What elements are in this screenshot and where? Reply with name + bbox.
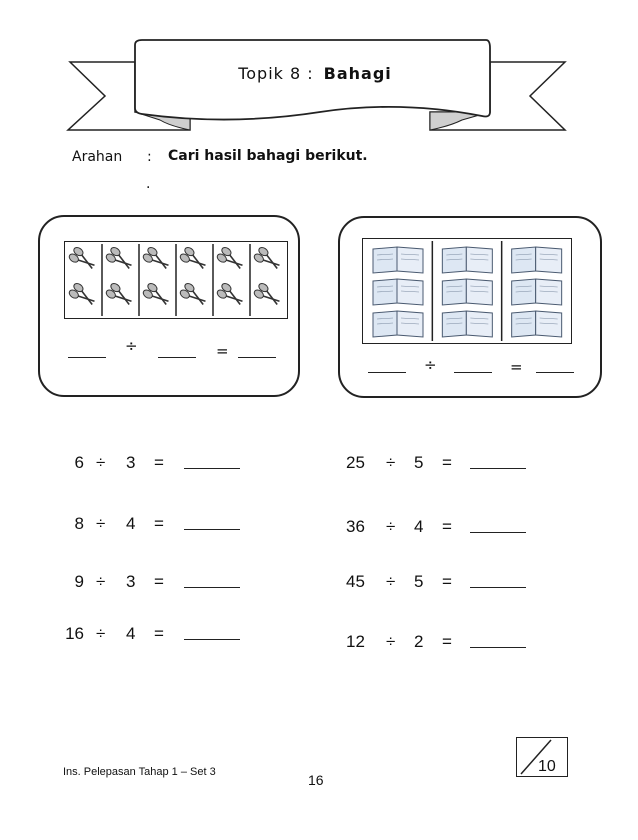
footer-set-label: Ins. Pelepasan Tahap 1 – Set 3 xyxy=(63,766,216,778)
dividend: 8 xyxy=(74,514,84,533)
division-sign: ÷ xyxy=(96,624,106,643)
divisor: 5 xyxy=(414,572,424,591)
scissors-icon xyxy=(253,246,283,273)
equals-sign: = xyxy=(154,572,164,591)
answer-blank[interactable] xyxy=(184,468,240,469)
divisor: 5 xyxy=(414,453,424,472)
divisor: 3 xyxy=(126,572,136,591)
division-sign: ÷ xyxy=(96,453,106,472)
scissors-icon xyxy=(68,282,98,309)
books-picture xyxy=(363,239,571,343)
answer-blank[interactable] xyxy=(470,647,526,648)
score-total: 10 xyxy=(538,758,556,775)
answer-blank[interactable] xyxy=(470,532,526,533)
book-icon xyxy=(512,279,562,305)
dividend: 45 xyxy=(346,572,365,591)
dividend: 36 xyxy=(346,517,365,536)
scissors-icon xyxy=(105,282,135,309)
division-sign: ÷ xyxy=(386,572,396,591)
answer-blank-quotient[interactable] xyxy=(536,372,574,373)
book-icon xyxy=(512,247,562,273)
books-picture-box xyxy=(362,238,572,344)
divisor: 4 xyxy=(126,624,136,643)
divisor: 3 xyxy=(126,453,136,472)
divisor: 4 xyxy=(126,514,136,533)
division-sign: ÷ xyxy=(96,572,106,591)
division-sign: ÷ xyxy=(96,514,106,533)
book-icon xyxy=(442,311,492,337)
division-sign: ÷ xyxy=(386,517,396,536)
book-icon xyxy=(373,279,423,305)
answer-blank-divisor[interactable] xyxy=(454,372,492,373)
division-sign: ÷ xyxy=(125,337,138,355)
page-number: 16 xyxy=(308,772,324,788)
instruction-colon: : xyxy=(147,149,152,165)
scissors-panel xyxy=(38,215,300,397)
scissors-icon xyxy=(179,246,209,273)
books-panel xyxy=(338,216,602,398)
answer-blank-divisor[interactable] xyxy=(158,357,196,358)
dividend: 16 xyxy=(65,624,84,643)
dividend: 9 xyxy=(74,572,84,591)
answer-blank-quotient[interactable] xyxy=(238,357,276,358)
book-icon xyxy=(373,247,423,273)
equals-sign: = xyxy=(154,624,164,643)
answer-blank-dividend[interactable] xyxy=(68,357,106,358)
scissors-icon xyxy=(216,246,246,273)
scissors-icon xyxy=(216,282,246,309)
answer-blank[interactable] xyxy=(470,468,526,469)
equals-sign: = xyxy=(442,572,452,591)
dividend: 12 xyxy=(346,632,365,651)
division-sign: ÷ xyxy=(424,356,437,374)
divisor: 4 xyxy=(414,517,424,536)
scissors-icon xyxy=(253,282,283,309)
book-icon xyxy=(442,247,492,273)
instruction-dot: . xyxy=(146,176,151,192)
answer-blank[interactable] xyxy=(184,587,240,588)
divisor: 2 xyxy=(414,632,424,651)
instruction-text: Cari hasil bahagi berikut. xyxy=(168,148,368,164)
scissors-icon xyxy=(105,246,135,273)
scissors-picture xyxy=(65,242,287,318)
answer-blank[interactable] xyxy=(184,529,240,530)
topic-name: Bahagi xyxy=(323,64,392,83)
book-icon xyxy=(442,279,492,305)
topic-label: Topik 8 : xyxy=(238,64,314,83)
division-sign: ÷ xyxy=(386,632,396,651)
scissors-icon xyxy=(68,246,98,273)
equals-sign: = xyxy=(216,342,229,360)
division-sign: ÷ xyxy=(386,453,396,472)
equals-sign: = xyxy=(442,453,452,472)
answer-blank[interactable] xyxy=(470,587,526,588)
instruction-label: Arahan xyxy=(72,149,123,165)
answer-blank-dividend[interactable] xyxy=(368,372,406,373)
scissors-icon xyxy=(142,246,172,273)
equals-sign: = xyxy=(442,517,452,536)
equals-sign: = xyxy=(154,514,164,533)
equals-sign: = xyxy=(510,358,523,376)
page-title xyxy=(140,64,490,83)
scissors-icon xyxy=(142,282,172,309)
equals-sign: = xyxy=(442,632,452,651)
dividend: 6 xyxy=(74,453,84,472)
scissors-icon xyxy=(179,282,209,309)
dividend: 25 xyxy=(346,453,365,472)
book-icon xyxy=(373,311,423,337)
equals-sign: = xyxy=(154,453,164,472)
book-icon xyxy=(512,311,562,337)
answer-blank[interactable] xyxy=(184,639,240,640)
scissors-picture-box xyxy=(64,241,288,319)
